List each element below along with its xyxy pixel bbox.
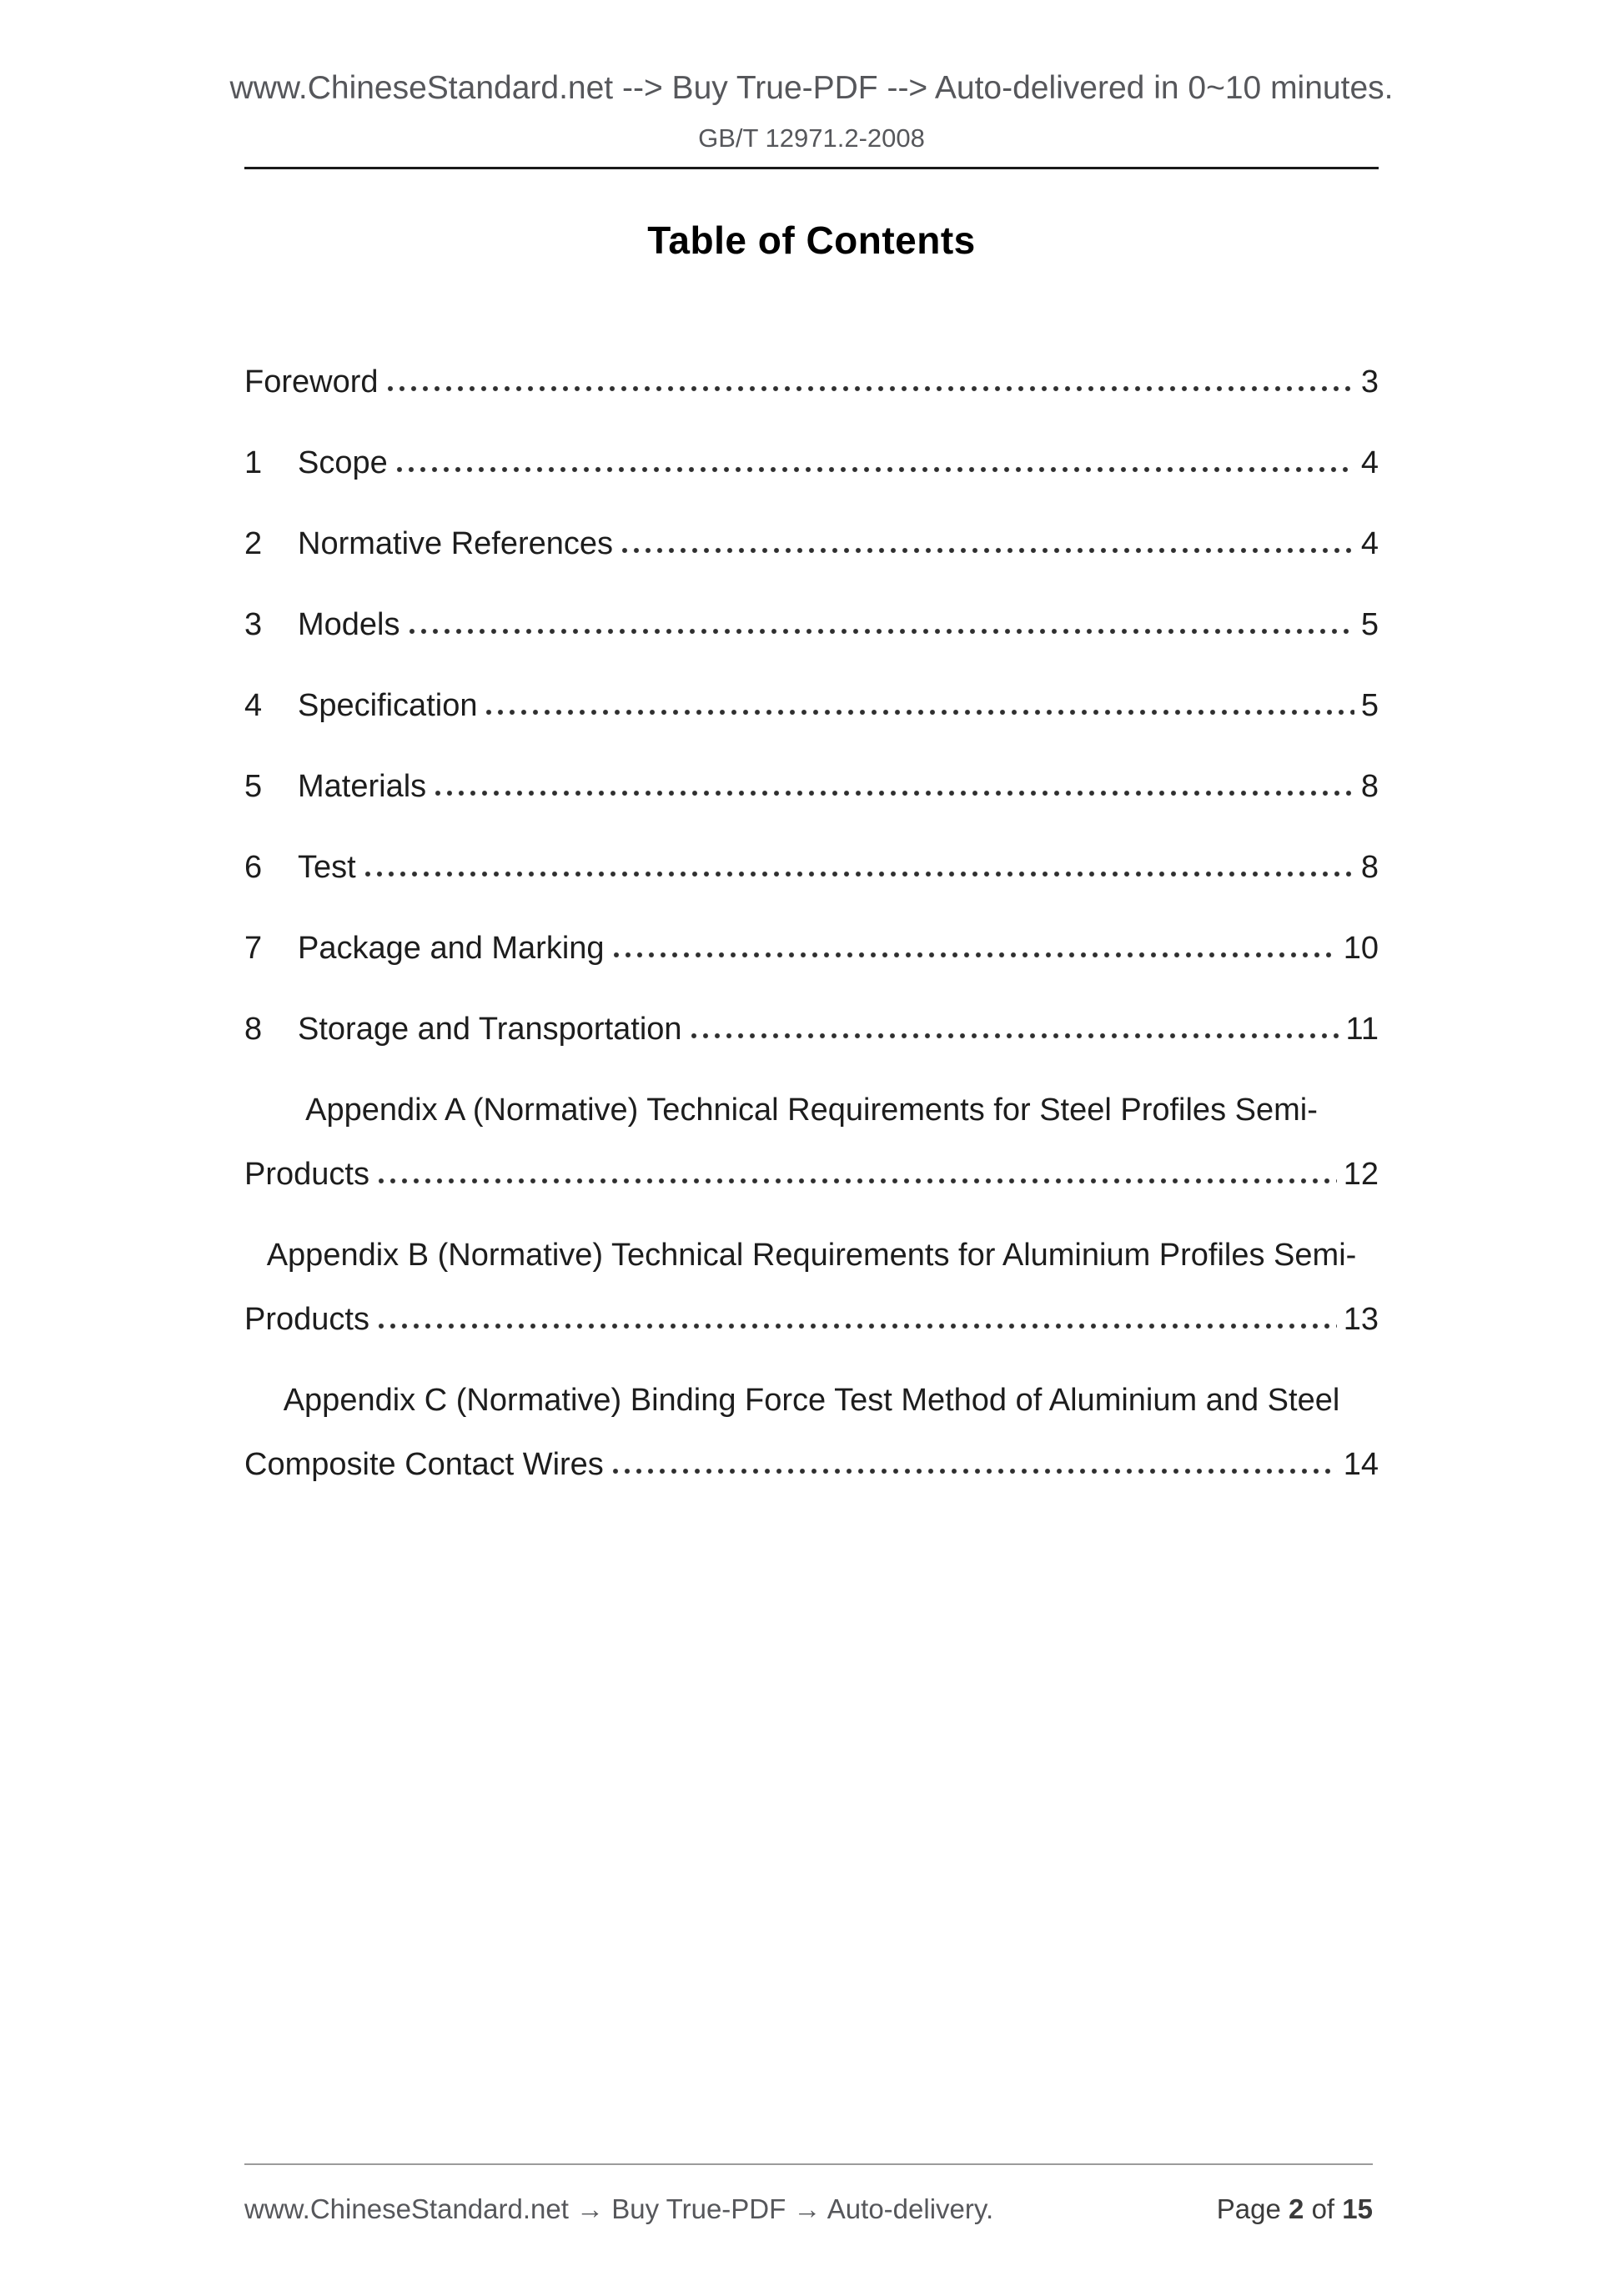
toc-entry-label: Specification xyxy=(298,688,478,723)
toc-entry-appendix-c[interactable] xyxy=(244,1381,1379,1484)
toc-entry-number: 8 xyxy=(244,1012,263,1047)
appendix-title-line: Appendix B (Normative) Technical Requirements for Aluminium Profiles Semi- xyxy=(266,1238,1357,1273)
toc-entry-number: 2 xyxy=(244,526,263,561)
toc-entry-storage-and-transportation[interactable] xyxy=(244,1010,1379,1048)
page-footer xyxy=(244,2163,1373,2225)
toc-entry-appendix-b[interactable] xyxy=(244,1236,1379,1339)
toc-page-number: 11 xyxy=(1345,1012,1379,1047)
toc-page-number: 14 xyxy=(1343,1447,1379,1482)
toc-entry-materials[interactable] xyxy=(244,767,1379,806)
footer-page-current: 2 xyxy=(1289,2193,1304,2224)
footer-page-word: Page xyxy=(1216,2193,1281,2224)
toc-entry-foreword[interactable] xyxy=(244,363,1379,401)
toc-entry-label: Foreword xyxy=(244,364,379,399)
toc-entry-appendix-a[interactable] xyxy=(244,1091,1379,1193)
toc-entry-label: Package and Marking xyxy=(298,931,605,966)
table-of-contents xyxy=(244,363,1379,1484)
appendix-title-line: Appendix A (Normative) Technical Requirements for Steel Profiles Semi- xyxy=(305,1093,1318,1128)
toc-dot-leader xyxy=(378,1178,1337,1184)
toc-page-number: 4 xyxy=(1360,445,1379,480)
toc-dot-leader xyxy=(409,628,1354,635)
header-divider xyxy=(244,167,1379,169)
page-title: Table of Contents xyxy=(647,219,976,262)
toc-page-number: 8 xyxy=(1360,850,1379,885)
toc-entry-label: Products xyxy=(244,1157,369,1192)
toc-dot-leader xyxy=(485,709,1354,716)
toc-entry-number: 5 xyxy=(244,769,263,804)
toc-entry-label: Test xyxy=(298,850,356,885)
toc-dot-leader xyxy=(613,952,1337,958)
toc-entry-models[interactable] xyxy=(244,605,1379,644)
footer-page-total: 15 xyxy=(1342,2193,1373,2224)
toc-entry-label: Scope xyxy=(298,445,388,480)
footer-row xyxy=(244,2193,1373,2225)
toc-page-number: 10 xyxy=(1343,931,1379,966)
doc-number: GB/T 12971.2-2008 xyxy=(698,123,925,153)
toc-entry-label: Composite Contact Wires xyxy=(244,1447,604,1482)
toc-entry-package-and-marking[interactable] xyxy=(244,929,1379,967)
toc-page-number: 8 xyxy=(1360,769,1379,804)
appendix-continuation-line xyxy=(244,1155,1379,1193)
toc-dot-leader xyxy=(691,1032,1339,1039)
footer-divider xyxy=(244,2163,1373,2165)
toc-dot-leader xyxy=(612,1468,1337,1475)
toc-dot-leader xyxy=(364,871,1354,877)
toc-entry-normative-references[interactable] xyxy=(244,525,1379,563)
toc-dot-leader xyxy=(387,385,1354,392)
toc-entry-number: 3 xyxy=(244,607,263,642)
appendix-continuation-line xyxy=(244,1300,1379,1339)
toc-entry-label: Materials xyxy=(298,769,427,804)
toc-page-number: 12 xyxy=(1343,1157,1379,1192)
toc-page-number: 5 xyxy=(1360,688,1379,723)
toc-entry-specification[interactable] xyxy=(244,686,1379,725)
footer-of-word: of xyxy=(1311,2193,1335,2224)
toc-entry-number: 7 xyxy=(244,931,263,966)
toc-entry-label: Products xyxy=(244,1302,369,1337)
toc-page-number: 5 xyxy=(1360,607,1379,642)
toc-dot-leader xyxy=(396,466,1354,473)
appendix-title-line: Appendix C (Normative) Binding Force Test Method of Aluminium and Steel xyxy=(283,1383,1340,1418)
toc-entry-number: 4 xyxy=(244,688,263,723)
footer-page-indicator xyxy=(1217,2193,1373,2225)
toc-dot-leader xyxy=(621,547,1354,554)
toc-entry-label: Normative References xyxy=(298,526,614,561)
toc-entry-label: Storage and Transportation xyxy=(298,1012,682,1047)
header-tagline-link[interactable]: www.ChineseStandard.net --> Buy True-PDF --> Auto-delivered in 0~10 minutes. xyxy=(229,70,1394,106)
footer-site-link[interactable]: www.ChineseStandard.net → Buy True-PDF → Auto-delivery. xyxy=(244,2193,994,2224)
toc-dot-leader xyxy=(378,1323,1337,1329)
toc-entry-number: 6 xyxy=(244,850,263,885)
toc-entry-test[interactable] xyxy=(244,848,1379,887)
appendix-continuation-line xyxy=(244,1445,1379,1484)
toc-entry-label: Models xyxy=(298,607,400,642)
toc-dot-leader xyxy=(435,790,1354,796)
toc-page-number: 13 xyxy=(1343,1302,1379,1337)
toc-entry-scope[interactable] xyxy=(244,444,1379,482)
toc-page-number: 4 xyxy=(1360,526,1379,561)
toc-page-number: 3 xyxy=(1360,364,1379,399)
toc-entry-number: 1 xyxy=(244,445,263,480)
